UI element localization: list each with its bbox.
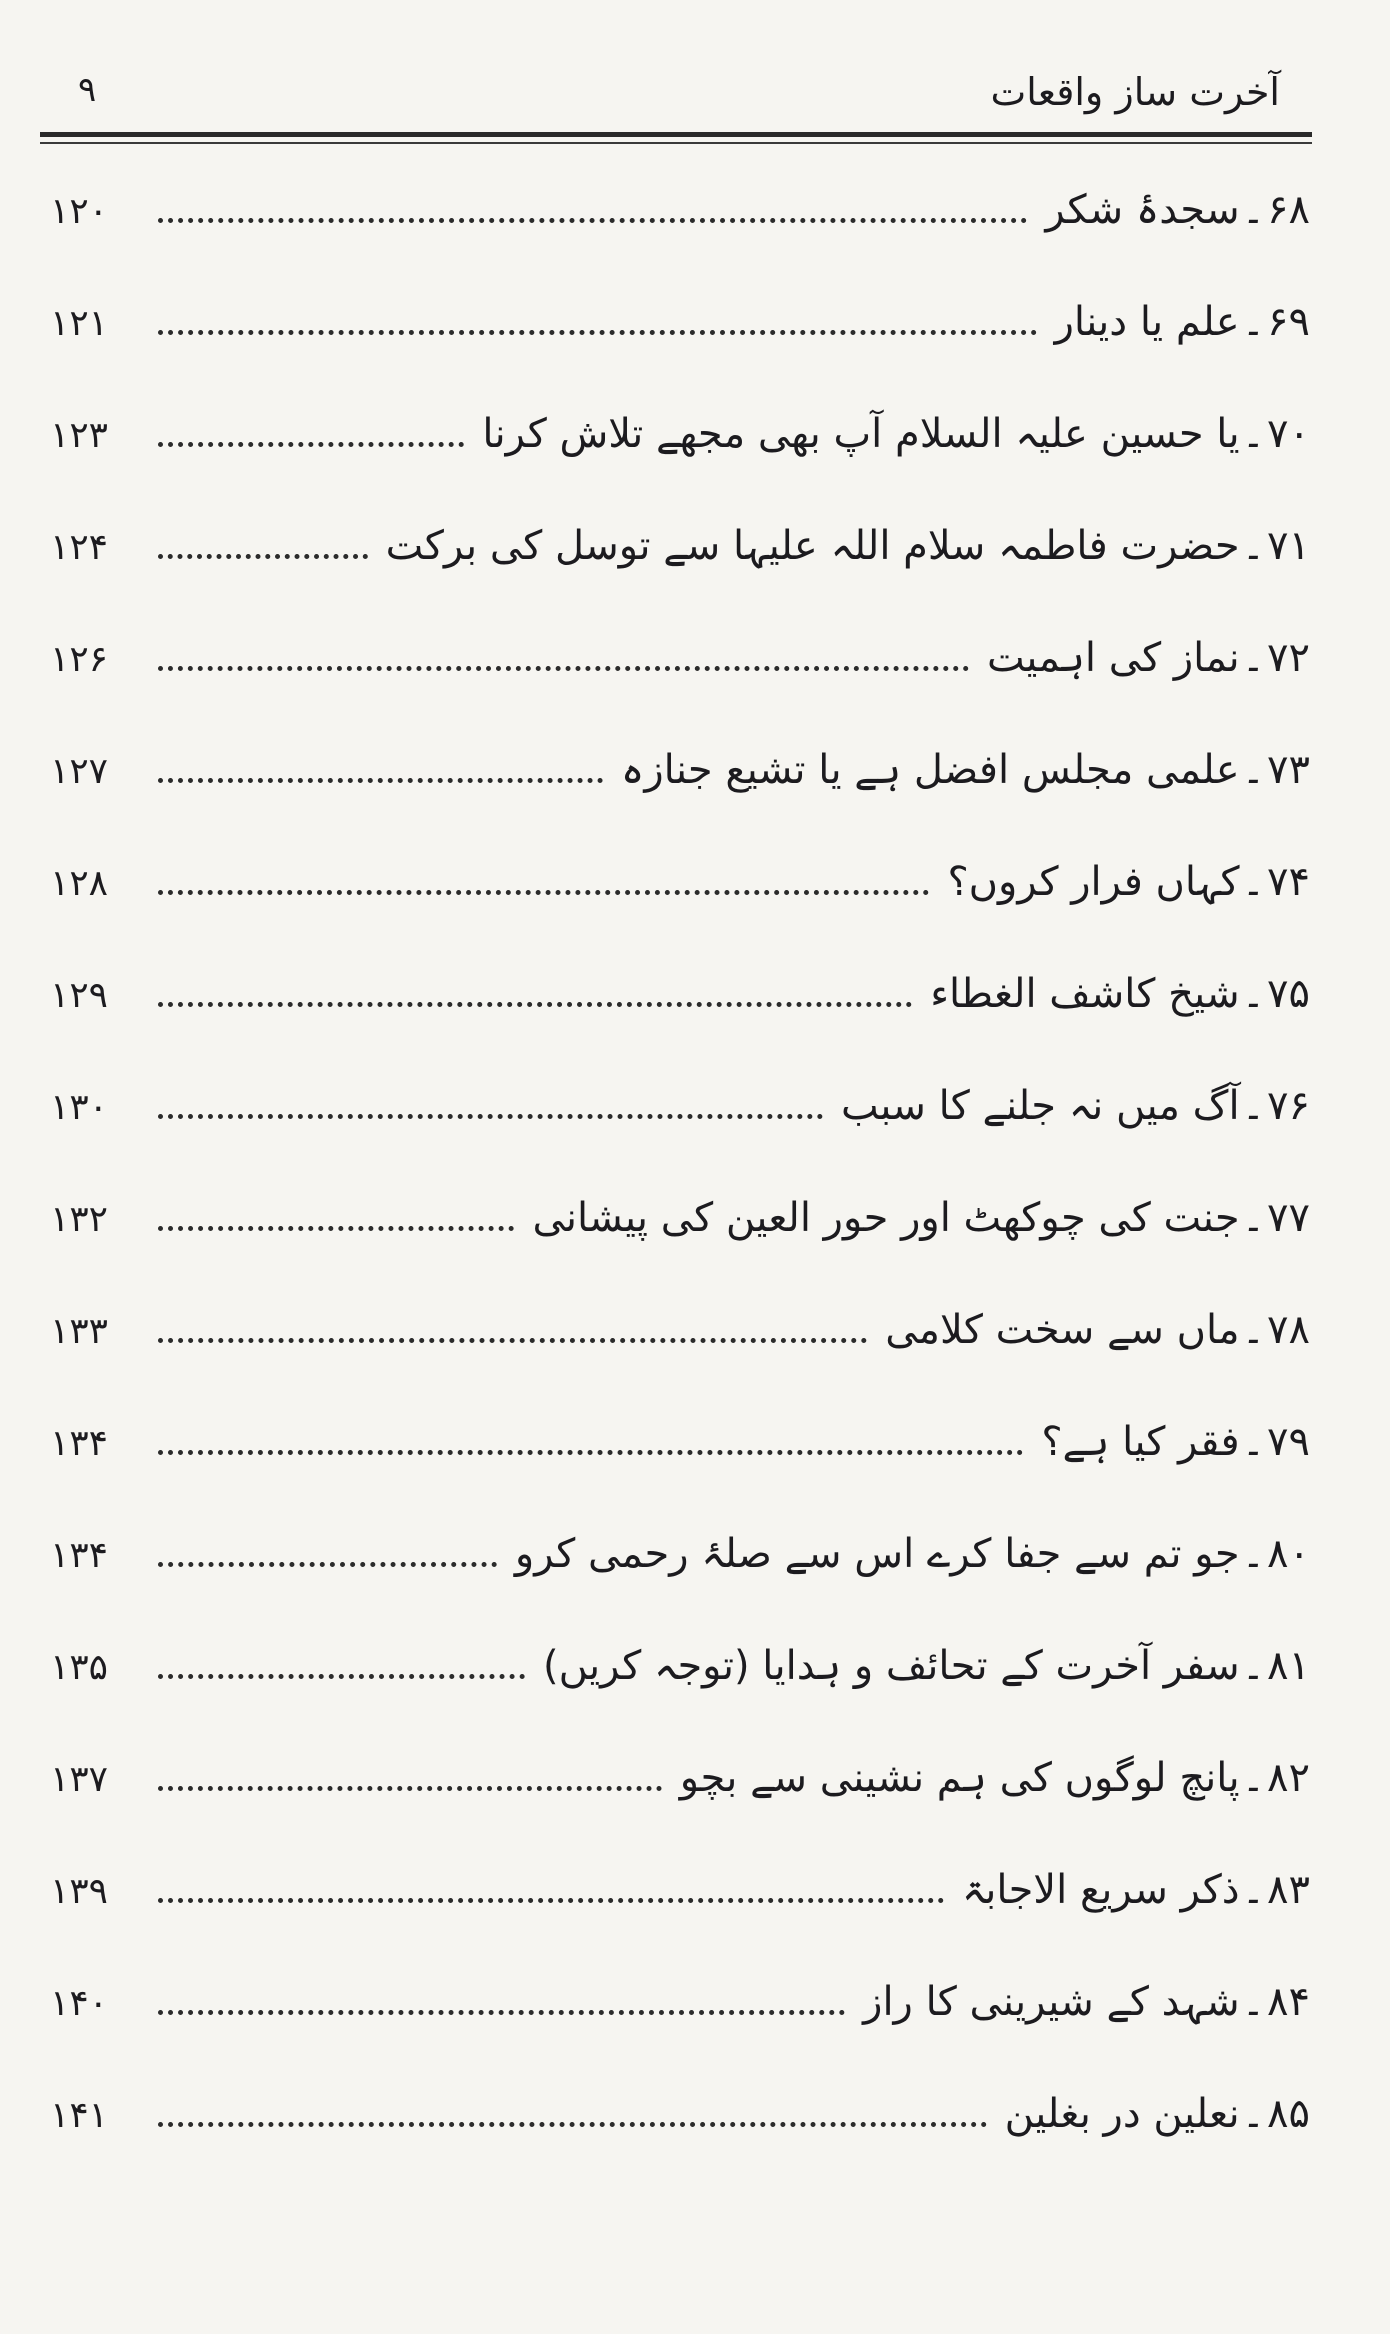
entry-number: ۸۴ [1267, 1979, 1310, 2025]
entry-title: ماں سے سخت کلامی [885, 1307, 1240, 1353]
entry-number: ۸۲ [1267, 1755, 1310, 1801]
dot-leader [158, 1308, 867, 1343]
table-of-contents [50, 180, 1310, 2196]
entry-number: ۷۴ [1267, 859, 1310, 905]
entry-title: نعلین در بغلین [1004, 2091, 1240, 2137]
entry-title: سفر آخرت کے تحائف و ہدایا (توجہ کریں) [542, 1643, 1240, 1689]
entry-number: ۶۸ [1267, 187, 1310, 233]
toc-entry [50, 964, 1310, 1076]
entry-page-number: ۱۲۶ [50, 639, 109, 680]
entry-title: نماز کی اہمیت [986, 635, 1240, 681]
dot-leader [158, 1532, 497, 1567]
dot-leader [158, 1084, 823, 1119]
page-header [40, 60, 1312, 146]
entry-number: ۸۰ [1267, 1531, 1310, 1577]
dot-leader [158, 1756, 662, 1791]
entry-page-number: ۱۲۴ [50, 527, 109, 568]
entry-title: یا حسین علیہ السلام آپ بھی مجھے تلاش کرنا [482, 411, 1240, 457]
entry-title: آگ میں نہ جلنے کا سبب [841, 1083, 1240, 1129]
entry-dash: ۔ [1241, 1643, 1266, 1689]
toc-entry [50, 852, 1310, 964]
entry-title: جنت کی چوکھٹ اور حور العین کی پیشانی [532, 1195, 1240, 1241]
entry-title: سجدۂ شکر [1045, 187, 1240, 233]
entry-number: ۷۰ [1267, 411, 1310, 457]
toc-entry [50, 1748, 1310, 1860]
entry-dash: ۔ [1241, 859, 1266, 905]
toc-entry [50, 1076, 1310, 1188]
entry-page-number: ۱۳۵ [50, 1647, 109, 1688]
entry-page-number: ۱۳۴ [50, 1535, 109, 1576]
dot-leader [158, 1420, 1023, 1455]
header-rule-thick [40, 132, 1312, 137]
entry-page-number: ۱۲۷ [50, 751, 109, 792]
toc-entry [50, 180, 1310, 292]
entry-page-number: ۱۳۴ [50, 1423, 109, 1464]
dot-leader [158, 860, 929, 895]
entry-dash: ۔ [1241, 1419, 1266, 1465]
toc-entry [50, 292, 1310, 404]
toc-entry [50, 628, 1310, 740]
toc-entry [50, 2084, 1310, 2196]
entry-number: ۷۳ [1267, 747, 1310, 793]
entry-dash: ۔ [1241, 1083, 1266, 1129]
toc-entry [50, 740, 1310, 852]
entry-title: حضرت فاطمہ سلام اللہ علیہا سے توسل کی برکت [385, 523, 1240, 569]
entry-title: علمی مجلس افضل ہے یا تشیع جنازہ [620, 747, 1240, 793]
entry-dash: ۔ [1241, 411, 1266, 457]
running-title: آخرت ساز واقعات [990, 70, 1280, 114]
entry-dash: ۔ [1241, 1195, 1266, 1241]
dot-leader [158, 636, 969, 671]
entry-dash: ۔ [1241, 299, 1266, 345]
page-number: ۹ [78, 70, 97, 110]
entry-dash: ۔ [1241, 2091, 1266, 2137]
dot-leader [158, 1644, 525, 1679]
entry-title: ذکر سریع الاجابۃ [961, 1867, 1240, 1913]
entry-page-number: ۱۳۲ [50, 1199, 109, 1240]
toc-entry [50, 1300, 1310, 1412]
entry-dash: ۔ [1241, 635, 1266, 681]
entry-page-number: ۱۳۳ [50, 1311, 109, 1352]
entry-page-number: ۱۲۰ [50, 191, 109, 232]
entry-page-number: ۱۳۹ [50, 1871, 109, 1912]
dot-leader [158, 412, 464, 447]
dot-leader [158, 2092, 987, 2127]
entry-page-number: ۱۴۰ [50, 1983, 109, 2024]
entry-number: ۸۱ [1267, 1643, 1310, 1689]
entry-dash: ۔ [1241, 1867, 1266, 1913]
entry-number: ۸۳ [1267, 1867, 1310, 1913]
entry-page-number: ۱۲۱ [50, 303, 109, 344]
toc-entry [50, 1636, 1310, 1748]
toc-entry [50, 1188, 1310, 1300]
dot-leader [158, 748, 603, 783]
entry-title: کہاں فرار کروں؟ [947, 859, 1240, 905]
toc-entry [50, 1412, 1310, 1524]
entry-dash: ۔ [1241, 1979, 1266, 2025]
entry-dash: ۔ [1241, 523, 1266, 569]
entry-number: ۷۸ [1267, 1307, 1310, 1353]
entry-number: ۷۵ [1267, 971, 1310, 1017]
entry-number: ۷۶ [1267, 1083, 1310, 1129]
entry-number: ۷۲ [1267, 635, 1310, 681]
entry-page-number: ۱۴۱ [50, 2095, 109, 2136]
dot-leader [158, 524, 368, 559]
dot-leader [158, 1868, 944, 1903]
dot-leader [158, 972, 912, 1007]
toc-entry [50, 1860, 1310, 1972]
toc-entry [50, 516, 1310, 628]
entry-page-number: ۱۳۰ [50, 1087, 109, 1128]
entry-dash: ۔ [1241, 971, 1266, 1017]
entry-dash: ۔ [1241, 1307, 1266, 1353]
entry-title: شیخ کاشف الغطاء [930, 971, 1240, 1017]
entry-dash: ۔ [1241, 1531, 1266, 1577]
entry-page-number: ۱۲۸ [50, 863, 109, 904]
entry-title: علم یا دینار [1054, 299, 1240, 345]
dot-leader [158, 1980, 845, 2015]
entry-page-number: ۱۳۷ [50, 1759, 109, 1800]
toc-entry [50, 1972, 1310, 2084]
dot-leader [158, 1196, 514, 1231]
entry-title: شہد کے شیرینی کا راز [863, 1979, 1240, 2025]
entry-dash: ۔ [1241, 187, 1266, 233]
dot-leader [158, 188, 1027, 223]
entry-number: ۷۹ [1267, 1419, 1310, 1465]
dot-leader [158, 300, 1037, 335]
header-rule-thin [40, 142, 1312, 144]
entry-number: ۷۱ [1267, 523, 1310, 569]
entry-page-number: ۱۲۳ [50, 415, 109, 456]
entry-dash: ۔ [1241, 1755, 1266, 1801]
entry-page-number: ۱۲۹ [50, 975, 109, 1016]
toc-entry [50, 1524, 1310, 1636]
entry-number: ۷۷ [1267, 1195, 1310, 1241]
entry-title: جو تم سے جفا کرے اس سے صلۂ رحمی کرو [514, 1531, 1240, 1577]
toc-entry [50, 404, 1310, 516]
entry-title: فقر کیا ہے؟ [1041, 1419, 1240, 1465]
entry-number: ۶۹ [1267, 299, 1310, 345]
entry-dash: ۔ [1241, 747, 1266, 793]
entry-title: پانچ لوگوں کی ہم نشینی سے بچو [679, 1755, 1240, 1801]
entry-number: ۸۵ [1267, 2091, 1310, 2137]
